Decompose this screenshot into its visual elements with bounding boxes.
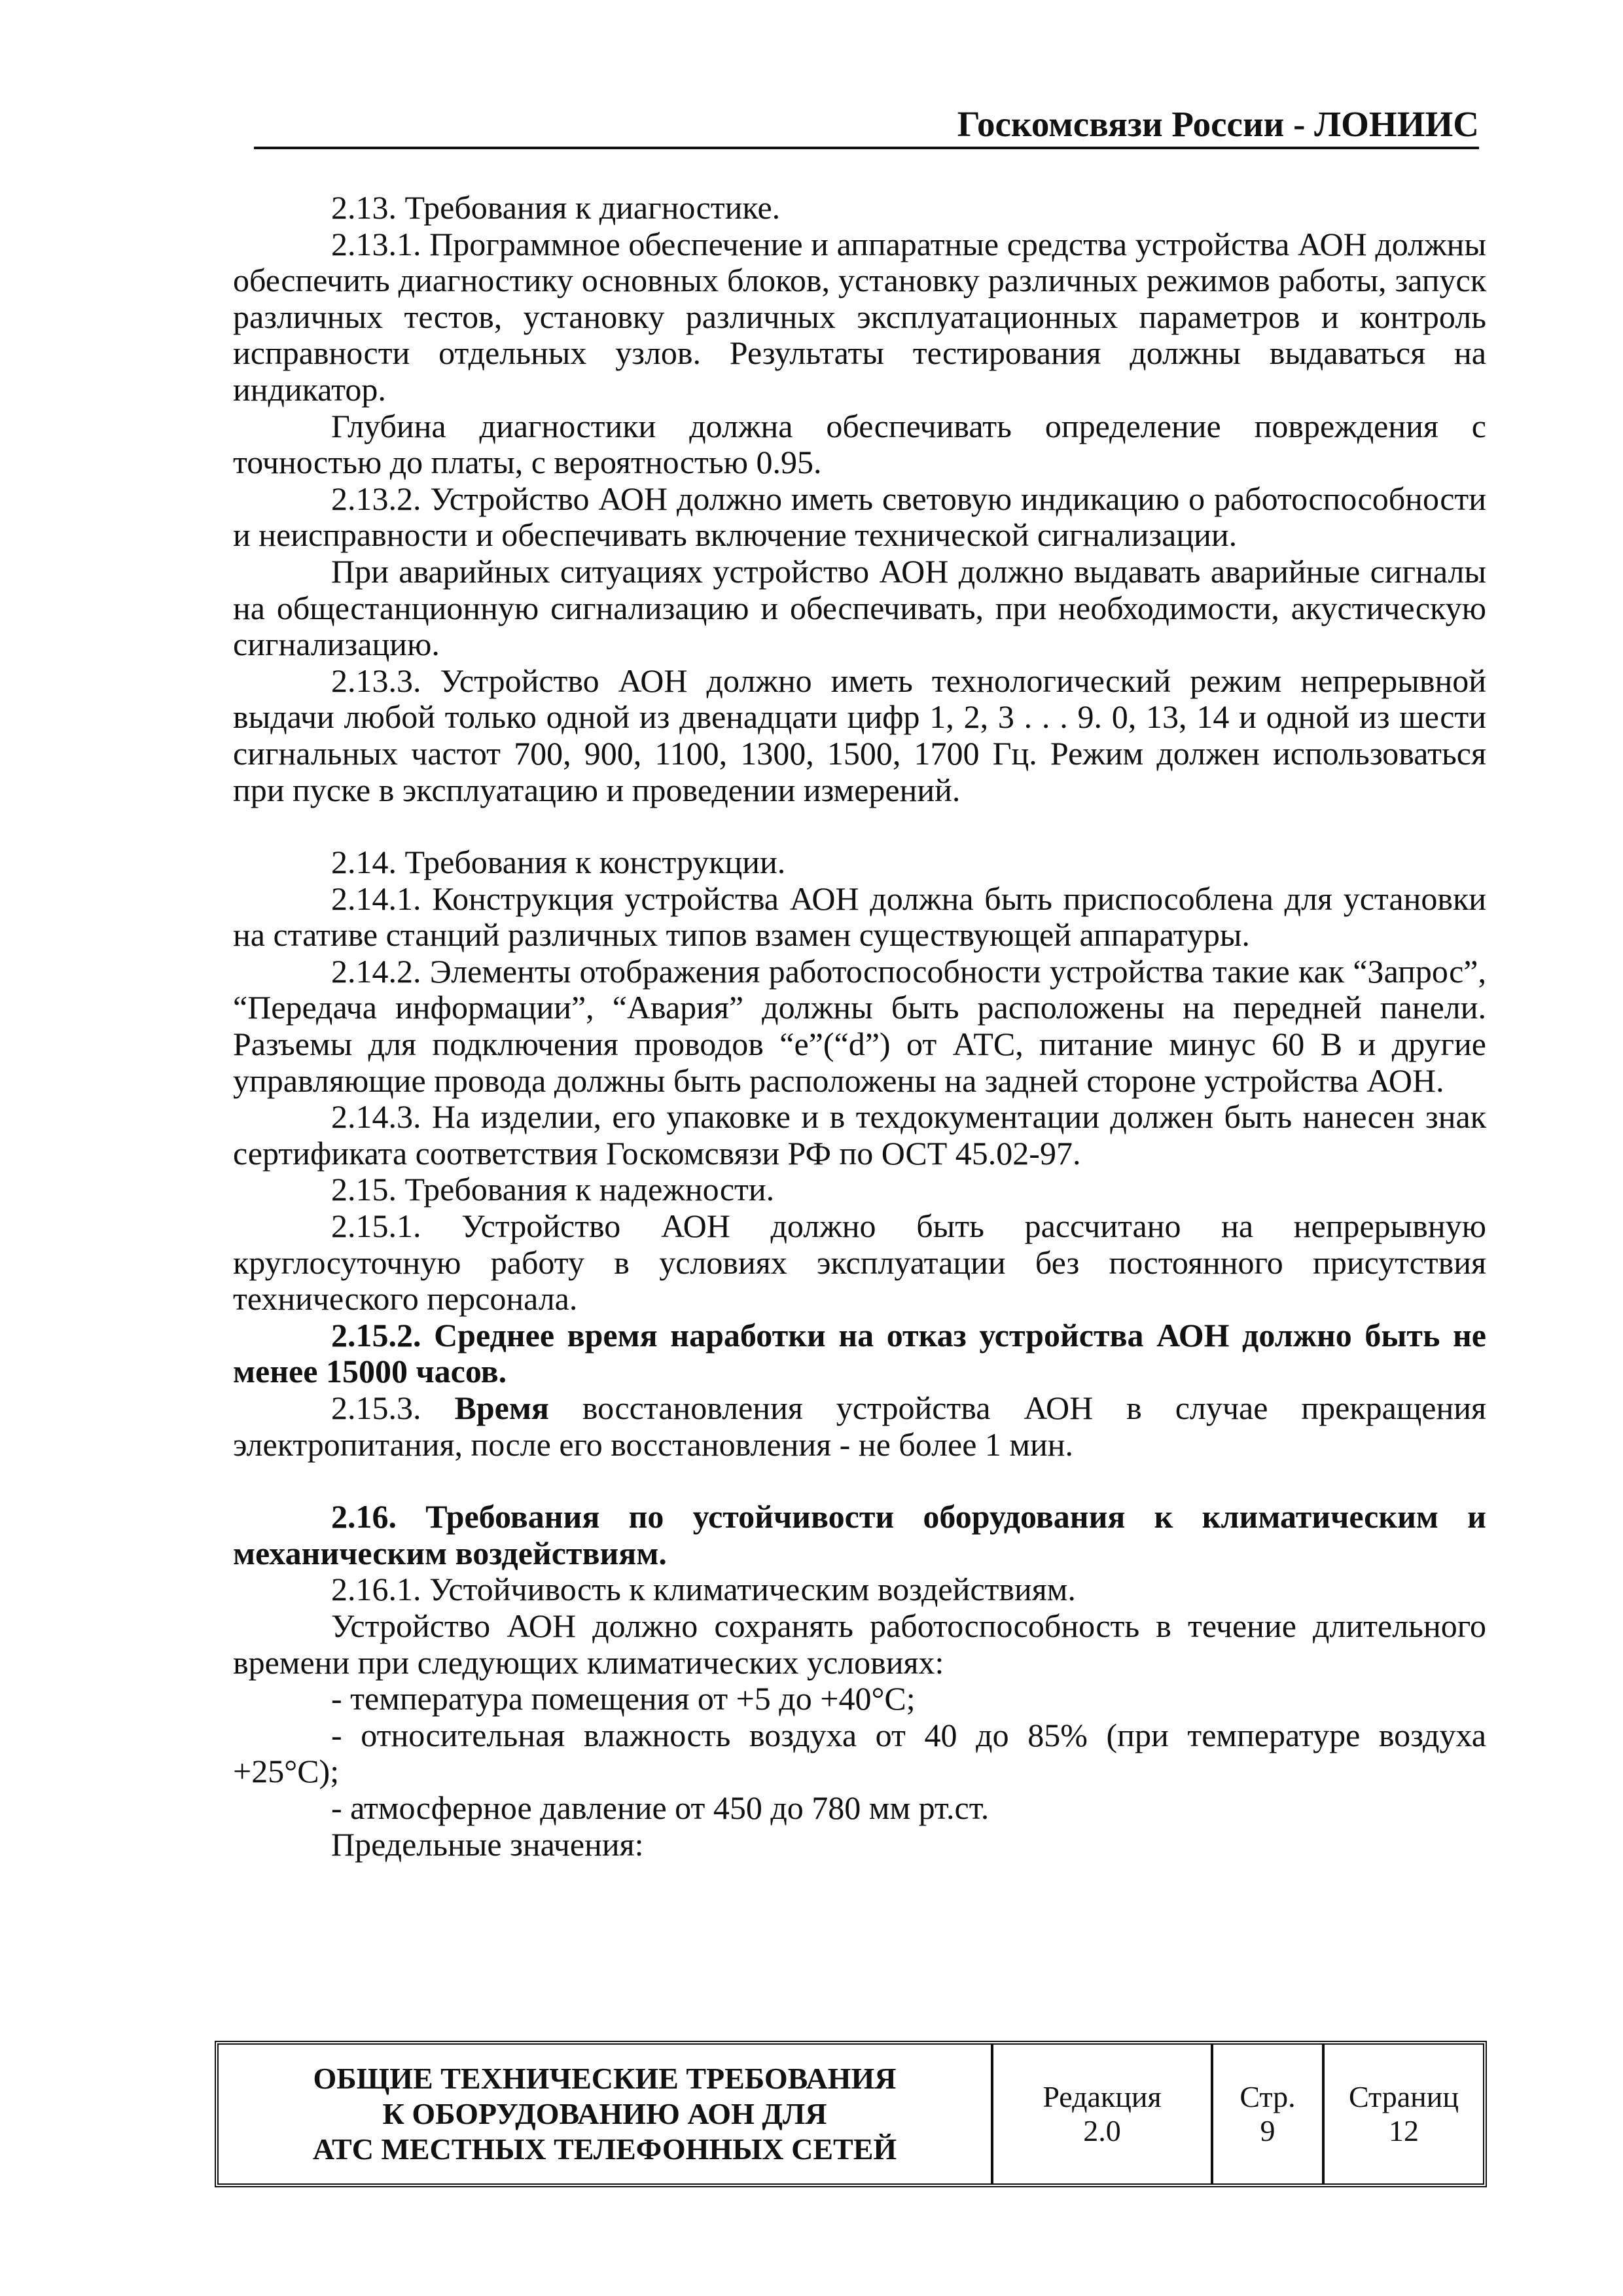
section-heading: 2.15. Требования к надежности.	[331, 1171, 775, 1208]
section-heading: 2.13. Требования к диагностике.	[331, 189, 781, 226]
paragraph: Предельные значения:	[331, 1825, 644, 1863]
edition-label: Редакция	[1043, 2080, 1162, 2113]
paragraph: 2.14.2. Элементы отображения работоспособности устройства такие как “Запрос”, “Передача информации”, “Авария” должны быть расположены на передней панели. Разъемы для подключения проводов “е”(“d”) от АТС, питание минус 60 В и другие управляющие провода должны быть расположены на задней стороне устройства АОН.	[233, 952, 1486, 1099]
paragraph	[233, 1390, 1486, 1463]
list-item: - относительная влажность воздуха от 40 до 85% (при температуре воздуха +25°С);	[233, 1716, 1486, 1790]
paragraph: 2.13.2. Устройство АОН должно иметь световую индикацию о работоспособности и неисправности и обеспечивать включение технической сигнализации.	[233, 480, 1486, 554]
paragraph: Устройство АОН должно сохранять работоспособность в течение длительного времени при следующих климатических условиях:	[233, 1607, 1486, 1681]
total-pages-cell	[1325, 2045, 1483, 2183]
document-title-cell	[219, 2045, 993, 2183]
edition-cell	[993, 2045, 1213, 2183]
bold-word: Время	[454, 1390, 549, 1426]
paragraph: 2.13.1. Программное обеспечение и аппаратные средства устройства АОН должны обеспечить диагностику основных блоков, установку различных режимов работы, запуск различных тестов, установку различных эксплуатационных параметров и контроль исправности отдельных узлов. Результаты тестирования должны выдаваться на индикатор.	[233, 225, 1486, 408]
document-title-line: К ОБОРУДОВАНИЮ АОН ДЛЯ	[382, 2097, 827, 2130]
document-title-line: АТС МЕСТНЫХ ТЕЛЕФОННЫХ СЕТЕЙ	[312, 2132, 897, 2166]
header-title: Госкомсвязи России - ЛОНИИС	[957, 104, 1479, 144]
paragraph: 2.16.1. Устойчивость к климатическим воздействиям.	[331, 1571, 1076, 1608]
paragraph: Глубина диагностики должна обеспечивать определение повреждения с точностью до платы, с вероятностью 0.95.	[233, 407, 1486, 481]
list-item: - атмосферное давление от 450 до 780 мм рт.ст.	[331, 1789, 990, 1826]
total-pages-value: 12	[1389, 2114, 1419, 2147]
document-title-line: ОБЩИЕ ТЕХНИЧЕСКИЕ ТРЕБОВАНИЯ	[313, 2062, 897, 2095]
list-item: - температура помещения от +5 до +40°С;	[331, 1680, 916, 1717]
clause-text: восстановления устройства АОН в случае прекращения электропитания, после его восстановления - не более 1 мин.	[233, 1390, 1486, 1463]
page-header	[254, 106, 1479, 149]
clause-number: 2.15.3.	[331, 1390, 421, 1426]
page-number: 9	[1260, 2114, 1275, 2147]
section-heading: 2.14. Требования к конструкции.	[331, 844, 786, 881]
paragraph: При аварийных ситуациях устройство АОН должно выдавать аварийные сигналы на общестанционную сигнализацию и обеспечивать, при необходимости, акустическую сигнализацию.	[233, 552, 1486, 663]
paragraph: 2.15.1. Устройство АОН должно быть рассчитано на непрерывную круглосуточную работу в условиях эксплуатации без постоянного присутствия технического персонала.	[233, 1208, 1486, 1318]
page-label: Стр.	[1240, 2080, 1296, 2113]
paragraph: 2.14.3. На изделии, его упаковке и в техдокументации должен быть нанесен знак сертификата соответствия Госкомсвязи РФ по ОСТ 45.02-97.	[233, 1098, 1486, 1172]
paragraph-bold: 2.15.2. Среднее время наработки на отказ устройства АОН должно быть не менее 15000 часов.	[233, 1316, 1486, 1390]
title-block	[215, 2041, 1487, 2187]
section-heading: 2.16. Требования по устойчивости оборудования к климатическим и механическим воздействиям.	[233, 1498, 1486, 1571]
paragraph: 2.13.3. Устройство АОН должно иметь технологический режим непрерывной выдачи любой только одной из двенадцати цифр 1, 2, 3 . . . 9. 0, 13, 14 и одной из шести сигнальных частот 700, 900, 1100, 1300, 1500, 1700 Гц. Режим должен использоваться при пуске в эксплуатацию и проведении измерений.	[233, 662, 1486, 808]
edition-value: 2.0	[1083, 2114, 1121, 2147]
document-body	[233, 190, 1486, 1863]
page-cell	[1213, 2045, 1325, 2183]
total-pages-label: Страниц	[1348, 2080, 1459, 2113]
paragraph: 2.14.1. Конструкция устройства АОН должна быть приспособлена для установки на стативе станций различных типов взамен существующей аппаратуры.	[233, 880, 1486, 954]
